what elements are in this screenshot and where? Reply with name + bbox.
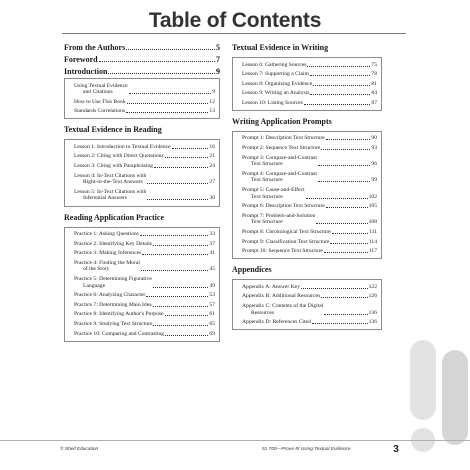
toc-entry-title-line: Prompt 8: Chronological Text Structure — [242, 229, 331, 235]
dot-leader — [321, 149, 370, 150]
dot-leader — [141, 270, 209, 271]
toc-entry-title — [242, 155, 317, 168]
dot-leader — [154, 167, 208, 168]
toc-entry — [242, 282, 377, 292]
toc-entry-title — [74, 260, 140, 273]
page-title: Table of Contents — [148, 9, 322, 32]
toc-entry — [74, 142, 215, 152]
toc-entry-title — [242, 81, 312, 88]
toc-entry-page: 65 — [209, 320, 215, 327]
toc-entry-title-continuation: Resources — [251, 309, 274, 316]
toc-entry — [242, 301, 377, 317]
section-heading-appendices: Appendices — [232, 265, 272, 275]
toc-entry-page: 75 — [371, 61, 377, 68]
toc-entry — [74, 291, 215, 301]
dot-leader — [310, 75, 371, 76]
toc-entry-title — [74, 153, 164, 160]
toc-entry — [242, 169, 377, 185]
toc-entry-title-line: Practice 1: Asking Questions — [74, 231, 139, 238]
toc-entry-page: 41 — [209, 250, 215, 257]
dot-leader — [127, 103, 209, 104]
toc-entry — [74, 171, 215, 187]
dot-leader — [313, 85, 370, 86]
toc-entry-page: 111 — [369, 229, 377, 235]
toc-entry — [74, 239, 215, 249]
decorative-quote-marks-graphic — [400, 340, 470, 470]
toc-entry-page: 105 — [368, 203, 377, 210]
dot-leader — [153, 306, 209, 307]
reading-practice-box — [64, 227, 220, 342]
toc-entry — [74, 329, 215, 339]
toc-entry-page: 53 — [209, 292, 215, 299]
dot-leader — [318, 165, 371, 166]
front-matter-page: 5 — [216, 43, 220, 52]
toc-entry — [242, 98, 377, 108]
toc-entry-title — [242, 145, 320, 152]
toc-entry-title — [242, 135, 325, 142]
toc-entry-page: 16 — [209, 143, 215, 150]
toc-entry-page: 126 — [368, 293, 377, 300]
toc-entry-title — [74, 331, 164, 338]
toc-entry — [74, 152, 215, 162]
toc-entry-title-line: Lesson 5: In-Text Citations with — [74, 188, 147, 195]
toc-entry-page: 122 — [368, 283, 377, 290]
toc-entry-title — [74, 321, 152, 328]
dot-leader — [165, 315, 209, 316]
toc-entry-page: 61 — [209, 311, 215, 318]
toc-entry-title-line: Prompt 9: Classification Text Structure — [242, 238, 330, 245]
dot-leader — [153, 325, 208, 326]
dot-leader — [324, 314, 367, 315]
toc-entry — [74, 310, 215, 320]
dot-leader — [99, 61, 215, 62]
toc-entry-title-line: Prompt 7: Problem-and-Solution — [242, 212, 316, 219]
toc-entry-page: 99 — [371, 177, 377, 184]
toc-entry — [242, 211, 377, 227]
front-matter-title: From the Authors — [64, 43, 126, 52]
toc-entry-page: 87 — [371, 99, 377, 106]
toc-entry-page: 108 — [368, 219, 377, 226]
toc-entry-page: 117 — [368, 248, 377, 255]
toc-entry — [242, 70, 377, 80]
dot-leader — [326, 207, 368, 208]
toc-entry-title — [74, 83, 128, 96]
toc-entry-page: 9 — [212, 89, 215, 96]
dot-leader — [165, 157, 209, 158]
toc-entry-title — [242, 293, 320, 300]
dot-leader — [165, 335, 208, 336]
dot-leader — [304, 104, 371, 105]
toc-entry-title — [74, 231, 139, 238]
toc-entry-title — [74, 276, 152, 289]
toc-entry-title-line: Prompt 1: Description Text Structure — [242, 135, 325, 142]
dot-leader — [126, 49, 215, 50]
toc-entry-title — [242, 90, 309, 97]
left-column — [64, 42, 220, 344]
toc-entry — [242, 237, 377, 247]
page-number: 3 — [386, 443, 406, 457]
toc-entry-title-line: Appendix C: Contents of the Digital — [242, 302, 324, 309]
toc-entry-title-line: Prompt 10: Sequence Text Structure — [242, 248, 323, 255]
toc-entry-title — [74, 189, 146, 202]
appendices-box — [232, 279, 382, 330]
toc-entry-title-line: Lesson 6: Gathering Sources — [242, 61, 307, 68]
toc-entry-title-line: How to Use This Book — [74, 98, 126, 105]
toc-entry — [242, 318, 377, 328]
toc-entry-page: 81 — [371, 80, 377, 87]
toc-entry-title-line: Prompt 2: Sequence Text Structure — [242, 145, 321, 152]
toc-entry — [74, 187, 215, 203]
toc-entry-title-continuation: Inferential Answers — [83, 195, 127, 202]
front-matter-title: Foreword — [64, 55, 98, 64]
toc-entry-title — [242, 203, 325, 210]
front-matter-entry — [64, 42, 220, 54]
toc-entry — [242, 153, 377, 169]
section-heading-reading-practice: Reading Application Practice — [64, 212, 164, 222]
toc-entry-page: 136 — [368, 319, 377, 326]
toc-entry-title — [242, 319, 311, 326]
dot-leader — [324, 252, 368, 253]
toc-entry-title-line: Standards Correlations — [74, 108, 126, 115]
toc-entry-title-line: Using Textual Evidence — [74, 82, 128, 89]
toc-entry — [74, 275, 215, 291]
toc-entry-title — [74, 108, 125, 115]
dot-leader — [321, 297, 367, 298]
toc-entry-title-line: Lesson 1: Introduction to Textual Evidence — [74, 143, 171, 150]
toc-entry-title-continuation: Text Structure — [251, 161, 283, 168]
toc-entry — [74, 81, 215, 97]
toc-entry-title — [74, 144, 171, 151]
section-heading-writing-prompts: Writing Application Prompts — [232, 116, 332, 126]
toc-entry-page: 24 — [209, 163, 215, 170]
toc-entry — [74, 258, 215, 274]
toc-entry — [242, 292, 377, 302]
toc-entry — [242, 89, 377, 99]
toc-entry-page: 96 — [371, 161, 377, 168]
toc-entry — [242, 134, 377, 144]
toc-entry-title-continuation: Text Structure — [251, 177, 283, 184]
toc-entry-title-continuation: Text Structure — [251, 193, 283, 200]
front-matter-page: 9 — [216, 67, 220, 76]
dot-leader — [172, 148, 209, 149]
toc-entry-page: 90 — [371, 135, 377, 142]
toc-entry-title-line: Lesson 7: Supporting a Claim — [242, 71, 309, 78]
toc-entry-title — [74, 163, 153, 170]
dot-leader — [330, 243, 367, 244]
dot-leader — [310, 94, 370, 95]
toc-entry-title — [242, 71, 309, 78]
toc-entry-title-continuation: Language — [83, 282, 106, 289]
toc-entry-title — [242, 284, 300, 291]
right-column — [232, 42, 382, 332]
dot-leader — [147, 199, 208, 200]
toc-entry-title-line: Practice 9: Studying Text Structure — [74, 320, 153, 327]
toc-entry — [74, 249, 215, 259]
toc-entry-page: 30 — [209, 195, 215, 202]
reading-lessons-box — [64, 139, 220, 206]
toc-entry-title-continuation: Text Structure — [251, 219, 283, 226]
toc-entry-title — [74, 292, 145, 299]
toc-entry-title — [242, 187, 305, 200]
toc-entry-page: 69 — [209, 330, 215, 337]
dot-leader — [326, 139, 371, 140]
toc-entry-page: 37 — [209, 240, 215, 247]
toc-entry-title — [74, 173, 146, 186]
writing-prompts-box — [232, 131, 382, 259]
toc-entry — [74, 230, 215, 240]
dot-leader — [318, 181, 371, 182]
dot-leader — [153, 245, 208, 246]
section-heading-reading: Textual Evidence in Reading — [64, 125, 162, 135]
dot-leader — [301, 288, 368, 289]
introduction-box — [64, 78, 220, 119]
toc-entry — [242, 202, 377, 212]
toc-entry-title-line: Appendix D: References Cited — [242, 319, 311, 326]
toc-entry-page: 78 — [371, 71, 377, 78]
toc-entry-page: 136 — [368, 309, 377, 316]
toc-entry-page: 93 — [371, 145, 377, 152]
toc-entry-title-line: Lesson 3: Citing with Paraphrasing — [74, 163, 153, 170]
toc-entry-title — [74, 241, 152, 248]
toc-entry-title — [242, 171, 317, 184]
dot-leader — [142, 254, 208, 255]
toc-entry-title — [242, 100, 303, 107]
writing-lessons-box — [232, 57, 382, 111]
toc-entry-title-continuation: Right-in-the-Text Answers — [83, 179, 143, 186]
toc-entry-title-line: Appendix A: Answer Key — [242, 283, 300, 290]
toc-entry-title-line: Practice 6: Analyzing Character — [74, 292, 146, 299]
toc-entry-title-line: Prompt 3: Compare-and-Contrast — [242, 154, 317, 161]
dot-leader — [129, 93, 212, 94]
toc-entry-page: 45 — [209, 266, 215, 273]
toc-entry-title-line: Prompt 5: Cause-and-Effect — [242, 187, 305, 194]
title-divider — [62, 33, 406, 34]
toc-entry-title-continuation: of the Story — [83, 266, 110, 273]
toc-entry — [242, 186, 377, 202]
toc-entry-title-line: Practice 8: Identifying Author's Purpose — [74, 311, 164, 318]
toc-entry-title-line: Lesson 10: Listing Sources — [242, 99, 303, 106]
toc-entry-title — [242, 303, 323, 316]
section-heading-writing: Textual Evidence in Writing — [232, 43, 329, 52]
toc-entry-title-line: Practice 10: Comparing and Contrasting — [74, 330, 165, 337]
toc-entry-page: 12 — [209, 98, 215, 105]
front-matter-page: 7 — [216, 55, 220, 64]
toc-entry-title — [74, 302, 152, 309]
dot-leader — [140, 235, 209, 236]
toc-entry — [242, 228, 377, 238]
dot-leader — [108, 73, 215, 74]
toc-entry-page: 21 — [209, 153, 215, 160]
dot-leader — [146, 296, 208, 297]
toc-entry-page: 13 — [209, 108, 215, 115]
toc-entry-title — [74, 99, 126, 106]
toc-entry-page: 114 — [368, 238, 377, 245]
dot-leader — [307, 66, 370, 67]
toc-entry-title-line: Prompt 4: Compare-and-Contrast — [242, 170, 317, 177]
dot-leader — [312, 323, 368, 324]
toc-entry-title — [242, 62, 306, 69]
dot-leader — [153, 287, 209, 288]
toc-entry-page: 49 — [209, 282, 215, 289]
front-matter-title: Introduction — [64, 67, 108, 76]
toc-entry-title-line: Practice 3: Making Inferences — [74, 250, 142, 257]
toc-entry-title-line: Practice 4: Finding the Moral — [74, 259, 140, 266]
front-matter-list — [64, 42, 220, 78]
toc-entry-page: 27 — [209, 179, 215, 186]
toc-entry — [242, 60, 377, 70]
toc-entry-title-continuation: and Citations — [83, 89, 113, 96]
dot-leader — [332, 233, 368, 234]
toc-entry — [242, 247, 377, 257]
toc-entry-title-line: Practice 5: Determining Figurative — [74, 276, 152, 282]
dot-leader — [147, 183, 208, 184]
toc-entry-title-line: Practice 7: Determining Main Idea — [74, 301, 152, 308]
toc-entry-title-line: Lesson 8: Organizing Evidence — [242, 80, 313, 87]
footer-book-title: 51 700—Prove It! Using Textual Evidence — [262, 447, 351, 452]
toc-entry-title-line: Prompt 6: Description Text Structure — [242, 203, 325, 210]
toc-entry-title-line: Lesson 4: In-Text Citations with — [74, 172, 147, 179]
toc-entry — [242, 79, 377, 89]
footer-divider — [0, 440, 470, 441]
toc-entry-title — [74, 250, 141, 257]
toc-entry-title-line: Practice 2: Identifying Key Details — [74, 240, 152, 247]
toc-entry — [74, 97, 215, 107]
footer-publisher: © Shell Education — [60, 447, 99, 452]
toc-entry-page: 84 — [371, 90, 377, 97]
toc-entry-title — [242, 239, 329, 246]
toc-entry — [74, 107, 215, 117]
toc-entry-title — [242, 248, 323, 255]
front-matter-entry — [64, 54, 220, 66]
toc-entry-title-line: Lesson 9: Writing an Analysis — [242, 90, 310, 97]
dot-leader — [306, 198, 368, 199]
toc-entry-title-line: Appendix B: Additional Resources — [242, 293, 321, 300]
toc-entry — [74, 162, 215, 172]
toc-entry-page: 33 — [209, 231, 215, 238]
toc-entry-page: 102 — [368, 193, 377, 200]
toc-entry — [74, 319, 215, 329]
toc-entry-title — [74, 311, 164, 318]
toc-entry-title — [242, 229, 331, 236]
front-matter-entry — [64, 66, 220, 78]
dot-leader — [126, 112, 208, 113]
toc-entry-page: 57 — [209, 301, 215, 308]
toc-entry — [242, 144, 377, 154]
toc-entry-title — [242, 213, 315, 226]
toc-entry-title-line: Lesson 2: Citing with Direct Quotations — [74, 153, 164, 160]
dot-leader — [316, 223, 367, 224]
toc-entry — [74, 300, 215, 310]
